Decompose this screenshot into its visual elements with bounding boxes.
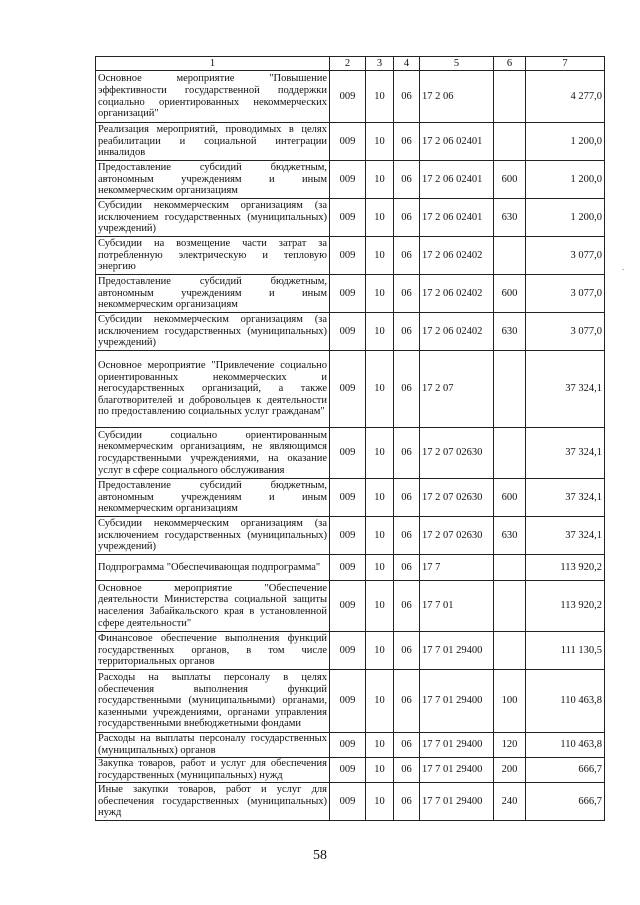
row-section-code: 10 (366, 428, 394, 479)
table-row (96, 581, 605, 632)
table-row (96, 275, 605, 313)
row-target-article: 17 7 01 29400 (420, 783, 494, 821)
row-target-article: 17 7 01 29400 (420, 632, 494, 670)
row-name: Иные закупки товаров, работ и услуг для обеспечения государственных (муниципальных) нужд (96, 783, 330, 821)
row-subsection-code: 06 (394, 237, 420, 275)
row-amount: 37 324,1 (526, 351, 605, 428)
table-row (96, 517, 605, 555)
row-name: Подпрограмма "Обеспечивающая подпрограмма" (96, 555, 330, 581)
row-amount: 110 463,8 (526, 733, 605, 758)
row-target-article: 17 2 07 (420, 351, 494, 428)
header-col-4: 4 (394, 57, 420, 71)
row-ministry-code: 009 (330, 632, 366, 670)
row-name: Основное мероприятие "Привлечение социально ориентированных некоммерческих и негосударственных организаций, а также благотворителей и добровольцев к деятельности по предоставлению социальных услуг гражданам" (96, 351, 330, 428)
row-expense-type (494, 123, 526, 161)
row-subsection-code: 06 (394, 351, 420, 428)
table-row (96, 123, 605, 161)
row-name: Основное мероприятие "Обеспечение деятельности Министерства социальной защиты населения Забайкальского края в установленной сфере деятельности" (96, 581, 330, 632)
row-expense-type: 600 (494, 161, 526, 199)
header-col-3: 3 (366, 57, 394, 71)
table-header (96, 57, 605, 71)
row-expense-type (494, 581, 526, 632)
row-ministry-code: 009 (330, 351, 366, 428)
row-amount: 1 200,0 (526, 161, 605, 199)
row-target-article: 17 2 06 (420, 71, 494, 123)
table-row (96, 783, 605, 821)
row-expense-type (494, 351, 526, 428)
row-target-article: 17 7 01 (420, 581, 494, 632)
row-expense-type (494, 428, 526, 479)
row-subsection-code: 06 (394, 581, 420, 632)
header-col-2: 2 (330, 57, 366, 71)
row-subsection-code: 06 (394, 632, 420, 670)
row-target-article: 17 7 01 29400 (420, 670, 494, 733)
table-body (96, 71, 605, 821)
row-subsection-code: 06 (394, 517, 420, 555)
table-row (96, 161, 605, 199)
row-target-article: 17 2 06 02401 (420, 161, 494, 199)
row-expense-type: 100 (494, 670, 526, 733)
row-name: Субсидии некоммерческим организациям (за исключением государственных (муниципальных) учреждений) (96, 313, 330, 351)
row-amount: 3 077,0 (526, 275, 605, 313)
row-ministry-code: 009 (330, 123, 366, 161)
row-name: Финансовое обеспечение выполнения функций государственных органов, в том числе территориальных органов (96, 632, 330, 670)
row-name: Субсидии социально ориентированным некоммерческим организациям, не являющимся государственными учреждениями, на оказание услуг в сфере социального обслуживания (96, 428, 330, 479)
row-expense-type: 630 (494, 313, 526, 351)
row-name: Субсидии некоммерческим организациям (за исключением государственных (муниципальных) учреждений) (96, 199, 330, 237)
row-subsection-code: 06 (394, 479, 420, 517)
table-row (96, 632, 605, 670)
row-section-code: 10 (366, 670, 394, 733)
row-amount: 666,7 (526, 783, 605, 821)
row-target-article: 17 2 07 02630 (420, 428, 494, 479)
row-section-code: 10 (366, 123, 394, 161)
row-section-code: 10 (366, 758, 394, 783)
row-target-article: 17 7 01 29400 (420, 758, 494, 783)
row-subsection-code: 06 (394, 199, 420, 237)
row-target-article: 17 7 (420, 555, 494, 581)
table-row (96, 351, 605, 428)
row-name: Основное мероприятие "Повышение эффективности государственной поддержки социально ориентированных некоммерческих организаций" (96, 71, 330, 123)
row-section-code: 10 (366, 733, 394, 758)
row-amount: 113 920,2 (526, 581, 605, 632)
row-subsection-code: 06 (394, 555, 420, 581)
row-name: Предоставление субсидий бюджетным, автономным учреждениям и иным некоммерческим организациям (96, 161, 330, 199)
row-ministry-code: 009 (330, 199, 366, 237)
row-section-code: 10 (366, 275, 394, 313)
row-amount: 37 324,1 (526, 479, 605, 517)
row-expense-type: 120 (494, 733, 526, 758)
row-section-code: 10 (366, 71, 394, 123)
row-amount: 3 077,0 (526, 313, 605, 351)
row-target-article: 17 2 06 02401 (420, 123, 494, 161)
table-row (96, 428, 605, 479)
row-subsection-code: 06 (394, 275, 420, 313)
row-name: Предоставление субсидий бюджетным, автономным учреждениям и иным некоммерческим организациям (96, 275, 330, 313)
table-row (96, 670, 605, 733)
row-amount: 111 130,5 (526, 632, 605, 670)
row-subsection-code: 06 (394, 783, 420, 821)
row-amount: 666,7 (526, 758, 605, 783)
row-amount: 1 200,0 (526, 199, 605, 237)
row-name: Закупка товаров, работ и услуг для обеспечения государственных (муниципальных) нужд (96, 758, 330, 783)
budget-table (95, 56, 605, 821)
row-name: Расходы на выплаты персоналу государственных (муниципальных) органов (96, 733, 330, 758)
row-expense-type: 240 (494, 783, 526, 821)
row-section-code: 10 (366, 199, 394, 237)
row-target-article: 17 7 01 29400 (420, 733, 494, 758)
table-row (96, 71, 605, 123)
row-expense-type: 630 (494, 199, 526, 237)
row-ministry-code: 009 (330, 237, 366, 275)
table-row (96, 237, 605, 275)
row-expense-type: 600 (494, 275, 526, 313)
row-name: Субсидии на возмещение части затрат за потребленную электрическую и тепловую энергию (96, 237, 330, 275)
row-name: Реализация мероприятий, проводимых в целях реабилитации и социальной интеграции инвалидов (96, 123, 330, 161)
row-section-code: 10 (366, 479, 394, 517)
row-name: Субсидии некоммерческим организациям (за исключением государственных (муниципальных) учреждений) (96, 517, 330, 555)
row-expense-type (494, 555, 526, 581)
header-col-1: 1 (96, 57, 330, 71)
row-section-code: 10 (366, 517, 394, 555)
row-name: Предоставление субсидий бюджетным, автономным учреждениям и иным некоммерческим организациям (96, 479, 330, 517)
header-col-5: 5 (420, 57, 494, 71)
row-ministry-code: 009 (330, 71, 366, 123)
row-section-code: 10 (366, 351, 394, 428)
row-name: Расходы на выплаты персоналу в целях обеспечения выполнения функций государственными (муниципальными) органами, казенными учреждениями, органами управления государственными внебюджетными фондами (96, 670, 330, 733)
row-expense-type: 630 (494, 517, 526, 555)
row-ministry-code: 009 (330, 161, 366, 199)
row-section-code: 10 (366, 555, 394, 581)
row-target-article: 17 2 07 02630 (420, 517, 494, 555)
row-subsection-code: 06 (394, 313, 420, 351)
row-amount: 1 200,0 (526, 123, 605, 161)
row-ministry-code: 009 (330, 581, 366, 632)
row-ministry-code: 009 (330, 758, 366, 783)
row-target-article: 17 2 06 02402 (420, 313, 494, 351)
row-section-code: 10 (366, 313, 394, 351)
row-target-article: 17 2 07 02630 (420, 479, 494, 517)
row-ministry-code: 009 (330, 313, 366, 351)
row-amount: 110 463,8 (526, 670, 605, 733)
row-target-article: 17 2 06 02402 (420, 237, 494, 275)
row-expense-type: 600 (494, 479, 526, 517)
row-section-code: 10 (366, 783, 394, 821)
row-section-code: 10 (366, 581, 394, 632)
table-row (96, 733, 605, 758)
row-ministry-code: 009 (330, 733, 366, 758)
row-subsection-code: 06 (394, 670, 420, 733)
header-col-7: 7 (526, 57, 605, 71)
row-expense-type: 200 (494, 758, 526, 783)
row-section-code: 10 (366, 632, 394, 670)
table-row (96, 555, 605, 581)
page-number: 58 (313, 848, 327, 863)
row-section-code: 10 (366, 161, 394, 199)
row-subsection-code: 06 (394, 71, 420, 123)
row-section-code: 10 (366, 237, 394, 275)
header-col-6: 6 (494, 57, 526, 71)
row-target-article: 17 2 06 02402 (420, 275, 494, 313)
row-expense-type (494, 237, 526, 275)
row-expense-type (494, 632, 526, 670)
row-amount: 37 324,1 (526, 517, 605, 555)
row-subsection-code: 06 (394, 161, 420, 199)
row-ministry-code: 009 (330, 275, 366, 313)
row-subsection-code: 06 (394, 733, 420, 758)
row-ministry-code: 009 (330, 428, 366, 479)
row-amount: 3 077,0 (526, 237, 605, 275)
margin-mark: . (622, 262, 625, 272)
row-subsection-code: 06 (394, 428, 420, 479)
row-amount: 113 920,2 (526, 555, 605, 581)
row-ministry-code: 009 (330, 783, 366, 821)
row-ministry-code: 009 (330, 517, 366, 555)
row-target-article: 17 2 06 02401 (420, 199, 494, 237)
row-ministry-code: 009 (330, 479, 366, 517)
table-row (96, 313, 605, 351)
row-subsection-code: 06 (394, 123, 420, 161)
row-subsection-code: 06 (394, 758, 420, 783)
table-row (96, 199, 605, 237)
row-ministry-code: 009 (330, 555, 366, 581)
row-expense-type (494, 71, 526, 123)
row-amount: 37 324,1 (526, 428, 605, 479)
header-row (96, 57, 605, 71)
table-row (96, 758, 605, 783)
table-row (96, 479, 605, 517)
row-ministry-code: 009 (330, 670, 366, 733)
row-amount: 4 277,0 (526, 71, 605, 123)
